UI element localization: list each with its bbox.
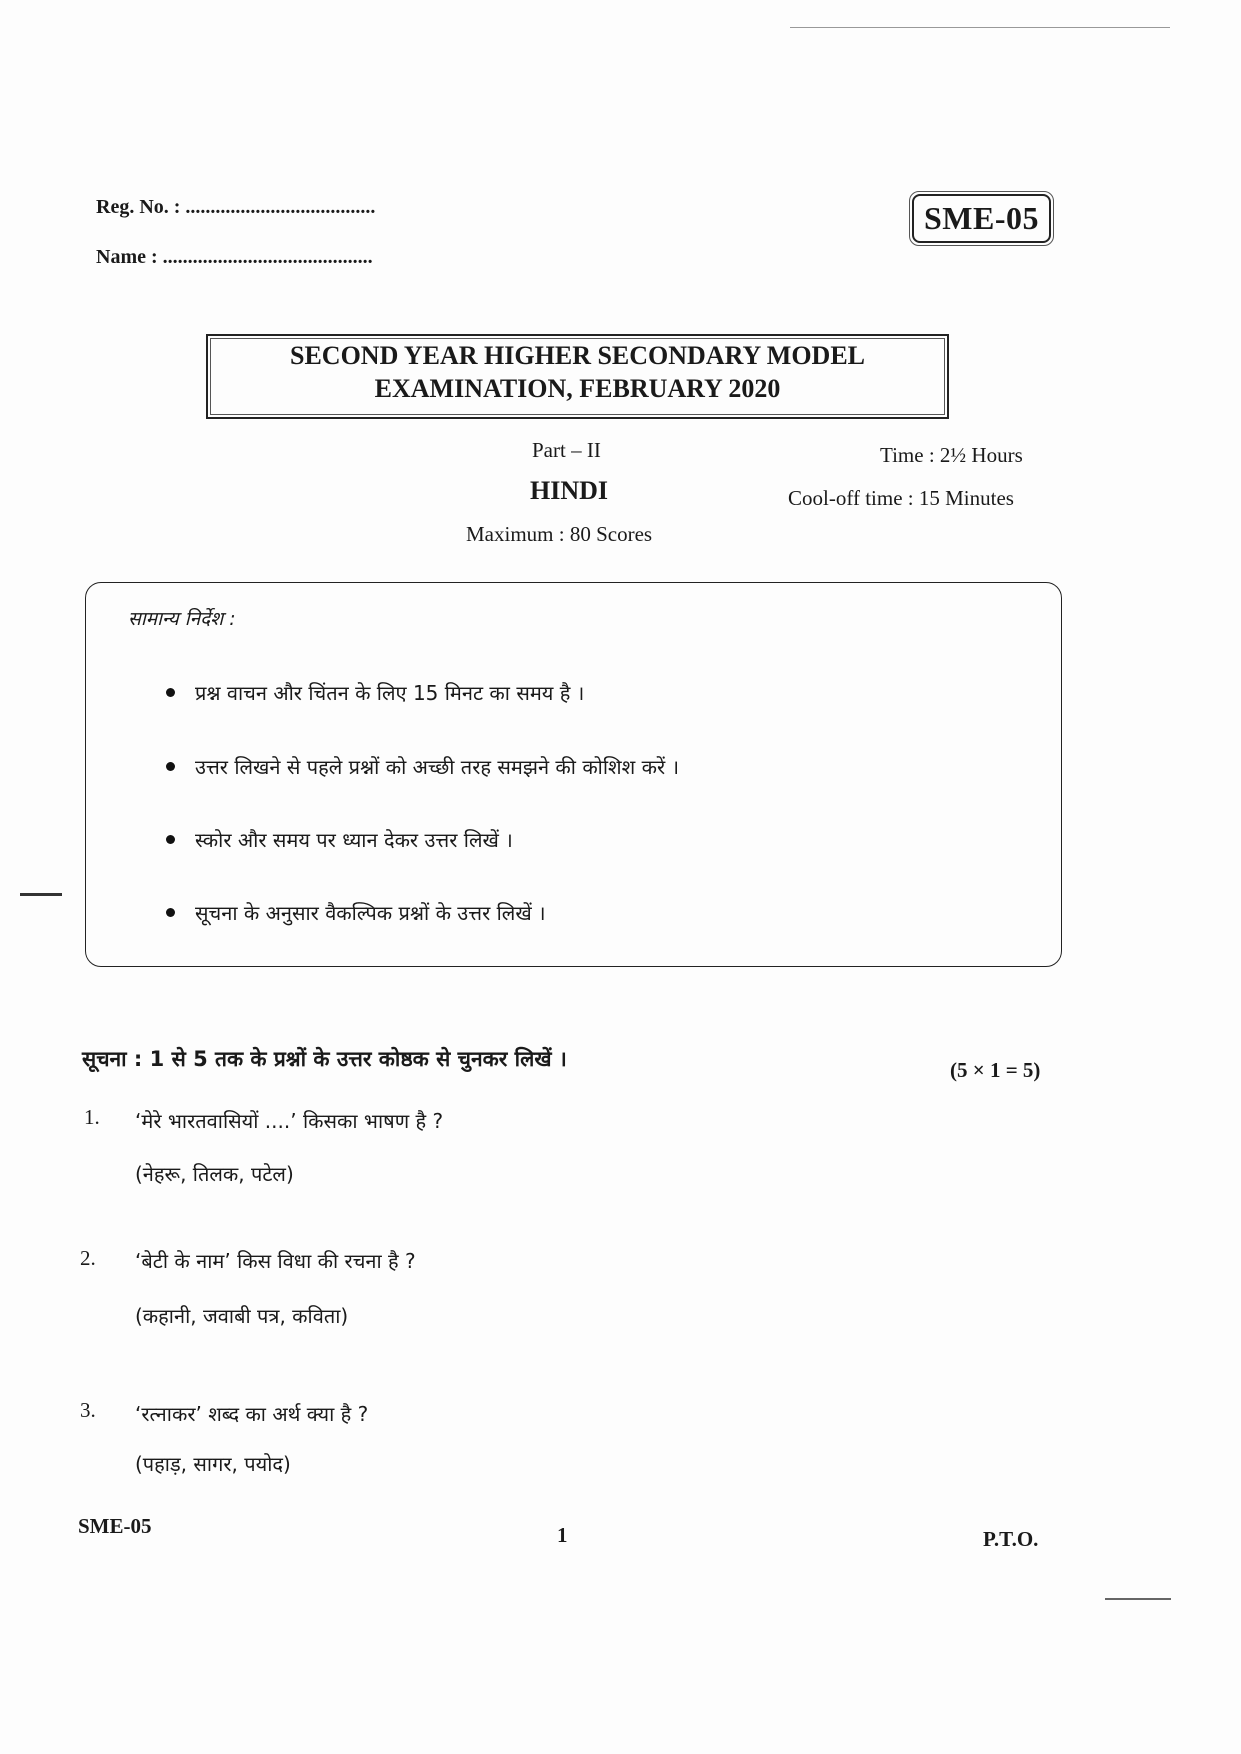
- section-score: (5 × 1 = 5): [950, 1058, 1041, 1082]
- bullet-icon: [166, 908, 175, 917]
- question-number: 3.: [80, 1398, 96, 1422]
- instruction-item: [166, 826, 513, 853]
- bullet-icon: [166, 762, 175, 771]
- max-score: Maximum : 80 Scores: [466, 522, 653, 546]
- exam-title-box: [206, 334, 949, 419]
- section-note: सूचना : 1 से 5 तक के प्रश्नों के उत्तर कोष्ठक से चुनकर लिखें ।: [82, 1047, 567, 1071]
- question-options: (नेहरू, तिलक, पटेल): [135, 1162, 294, 1186]
- scan-mark-left: [20, 893, 62, 896]
- scan-mark-bottom: [1105, 1598, 1171, 1600]
- name-field: Name : ..........................................: [96, 246, 373, 268]
- question-number: 1.: [84, 1105, 100, 1129]
- page-number: 1: [557, 1523, 568, 1547]
- part-label: Part – II: [532, 438, 601, 462]
- general-instructions-box: [85, 582, 1062, 967]
- instruction-text: प्रश्न वाचन और चिंतन के लिए 15 मिनट का समय है ।: [195, 681, 585, 705]
- scan-line-top: [790, 27, 1170, 28]
- question-options: (कहानी, जवाबी पत्र, कविता): [135, 1304, 349, 1328]
- question-text: ‘रत्नाकर’ शब्द का अर्थ क्या है ?: [135, 1402, 369, 1426]
- bullet-icon: [166, 835, 175, 844]
- instruction-text: सूचना के अनुसार वैकल्पिक प्रश्नों के उत्तर लिखें ।: [195, 901, 546, 925]
- bullet-icon: [166, 688, 175, 697]
- instruction-item: [166, 899, 546, 926]
- instruction-text: स्कोर और समय पर ध्यान देकर उत्तर लिखें ।: [195, 828, 513, 852]
- exam-title-line-1: SECOND YEAR HIGHER SECONDARY MODEL: [290, 341, 865, 370]
- instructions-heading: सामान्य निर्देश :: [128, 608, 236, 630]
- subject-name: HINDI: [530, 476, 609, 505]
- please-turn-over: P.T.O.: [983, 1527, 1039, 1551]
- question-text: ‘बेटी के नाम’ किस विधा की रचना है ?: [135, 1249, 416, 1273]
- reg-no-field: Reg. No. : ......................................: [96, 196, 376, 218]
- paper-code-badge: SME-05: [912, 194, 1051, 243]
- question-options: (पहाड़, सागर, पयोद): [135, 1452, 291, 1476]
- instruction-text: उत्तर लिखने से पहले प्रश्नों को अच्छी तरह समझने की कोशिश करें ।: [195, 755, 680, 779]
- footer-paper-code: SME-05: [78, 1514, 152, 1538]
- instruction-item: [166, 753, 679, 780]
- cool-off-time: Cool-off time : 15 Minutes: [788, 486, 1014, 510]
- time-duration: Time : 2½ Hours: [880, 443, 1023, 467]
- instruction-item: [166, 679, 584, 706]
- question-text: ‘मेरे भारतवासियों ....’ किसका भाषण है ?: [135, 1109, 444, 1133]
- question-number: 2.: [80, 1246, 96, 1270]
- exam-title-line-2: EXAMINATION, FEBRUARY 2020: [374, 374, 781, 403]
